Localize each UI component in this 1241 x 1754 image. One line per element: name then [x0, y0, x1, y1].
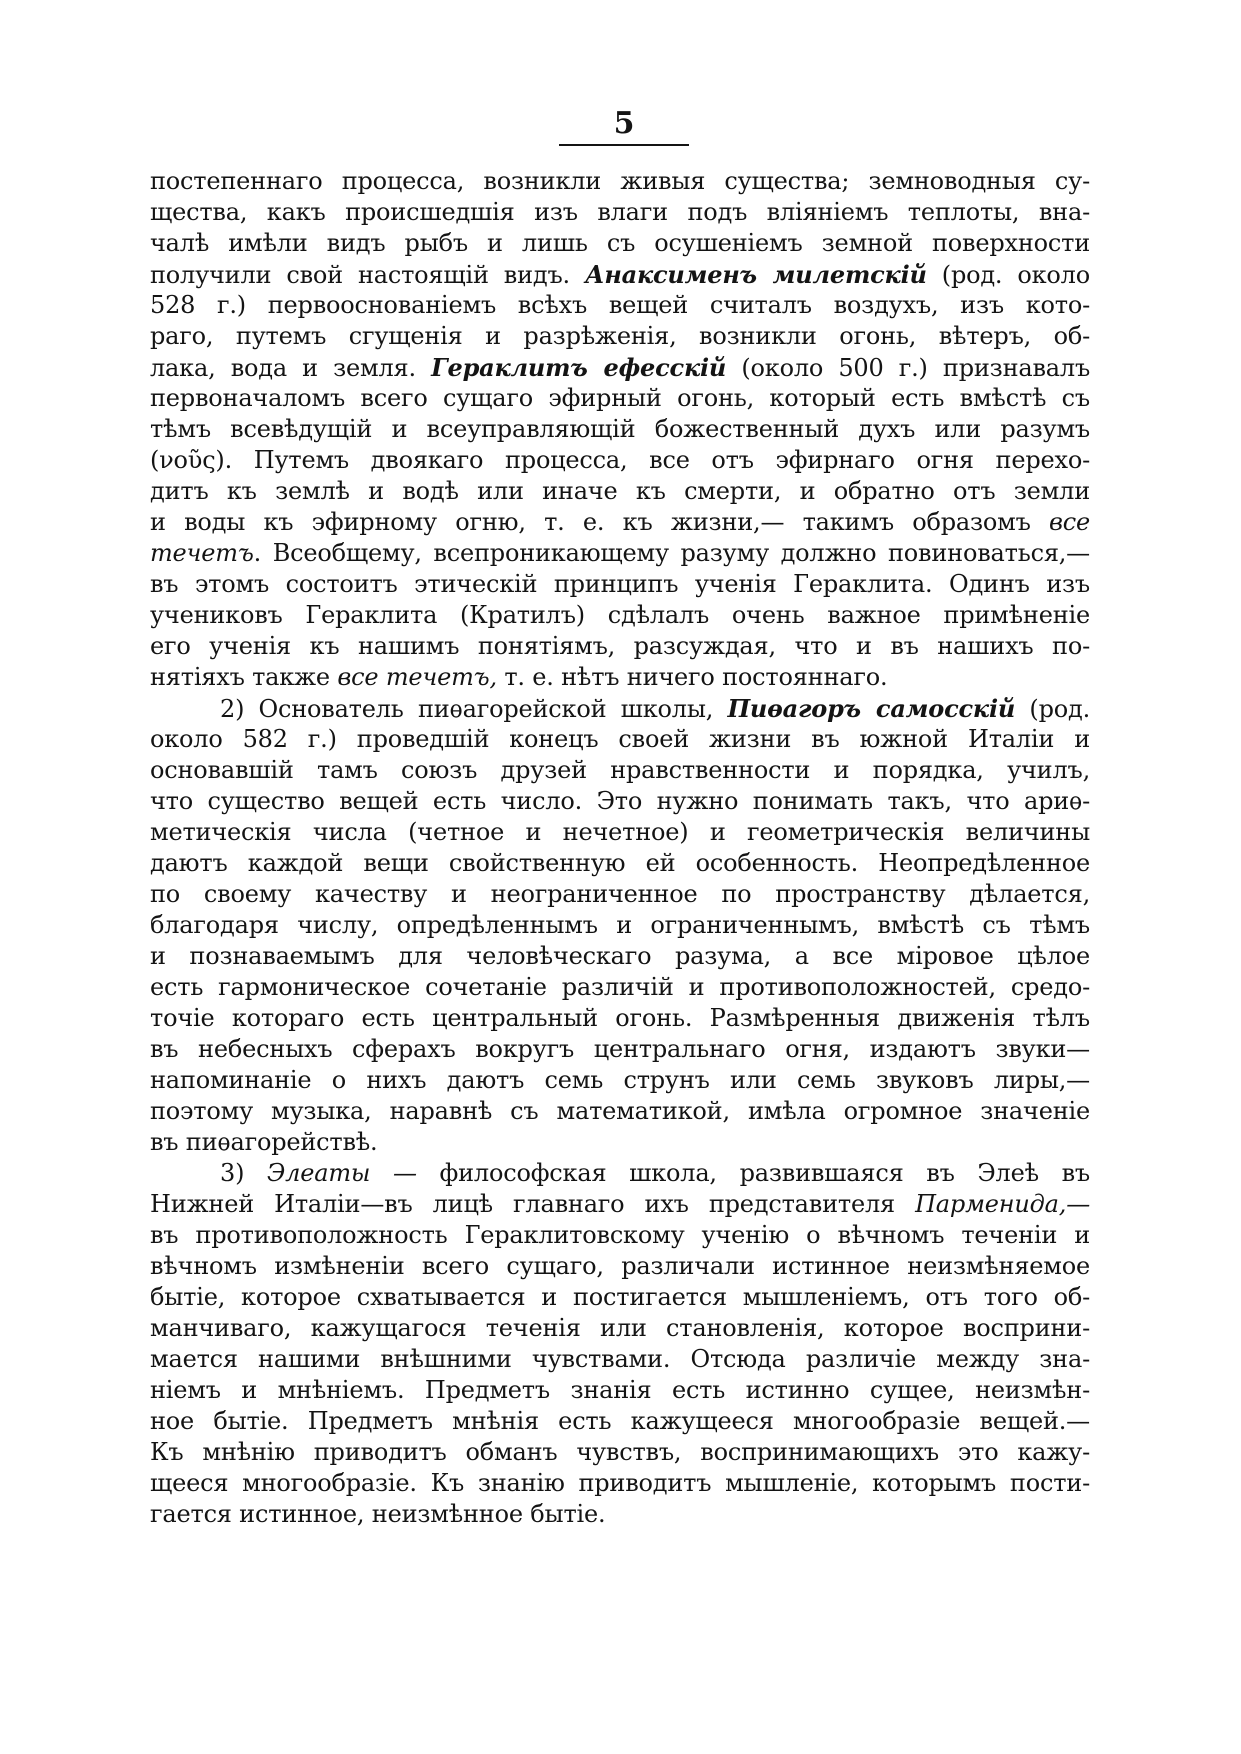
text-segment: тѣмъ всевѣдущій и всеуправляющій божественный духъ или разумъ: [150, 415, 1090, 443]
page-number: 5: [613, 106, 635, 141]
text-segment: вѣчномъ измѣненіи всего сущаго, различали истинное неизмѣняемое: [150, 1252, 1090, 1280]
text-line: [150, 197, 1090, 228]
text-line: [150, 1003, 1090, 1034]
text-segment: гается истинное, неизмѣнное бытіе.: [150, 1500, 606, 1528]
text-line: [150, 352, 1090, 383]
text-segment: мается нашими внѣшними чувствами. Отсюда различіе между зна-: [150, 1345, 1090, 1373]
text-segment: и воды къ эфирному огню, т. е. къ жизни,— такимъ образомъ: [150, 508, 1049, 536]
text-segment: Къ мнѣнію приводитъ обманъ чувствъ, воспринимающихъ это кажу-: [150, 1438, 1090, 1466]
body-text: [150, 166, 1090, 1530]
text-segment: по своему качеству и неограниченное по пространству дѣлается,: [150, 880, 1090, 908]
italic-phrase: течетъ: [150, 539, 254, 567]
text-line: [150, 321, 1090, 352]
text-line: [150, 414, 1090, 445]
text-line: [150, 879, 1090, 910]
text-segment: есть гармоническое сочетаніе различій и противоположностей, средо-: [150, 973, 1090, 1001]
text-line: [150, 1220, 1090, 1251]
text-segment: философская школа, развившаяся въ Элеѣ въ: [416, 1159, 1090, 1187]
text-line: [150, 1158, 1090, 1189]
text-line: [150, 538, 1090, 569]
text-line: [150, 910, 1090, 941]
text-line: [150, 1344, 1090, 1375]
text-segment: (около 500 г.) признавалъ: [726, 354, 1091, 382]
text-line: [150, 1406, 1090, 1437]
text-line: [150, 693, 1090, 724]
text-segment: раго, путемъ сгущенія и разрѣженія, возникли огонь, вѣтеръ, об-: [150, 322, 1090, 350]
text-segment: въ этомъ состоитъ этическій принципъ ученія Гераклита. Одинъ изъ: [150, 570, 1090, 598]
text-line: [150, 817, 1090, 848]
text-segment: чалѣ имѣли видъ рыбъ и лишь съ осушеніемъ земной поверхности: [150, 229, 1090, 257]
text-segment: (род. около: [926, 261, 1090, 289]
text-line: [150, 569, 1090, 600]
italic-phrase: Парменида,—: [915, 1190, 1090, 1218]
text-segment: (род.: [1015, 695, 1091, 723]
emphasized-name: Анаксименъ милетскій: [584, 260, 927, 289]
text-segment: метическія числа (четное и нечетное) и геометрическія величины: [150, 818, 1090, 846]
text-line: [150, 600, 1090, 631]
text-line: [150, 445, 1090, 476]
text-line: [150, 507, 1090, 538]
text-segment: щества, какъ происшедшія изъ влаги подъ вліяніемъ теплоты, вна-: [150, 198, 1090, 226]
text-line: [150, 972, 1090, 1003]
text-segment: учениковъ Гераклита (Кратилъ) сдѣлалъ очень важное примѣненіе: [150, 601, 1090, 629]
text-line: [150, 755, 1090, 786]
text-segment: даютъ каждой вещи свойственную ей особенность. Неопредѣленное: [150, 849, 1090, 877]
text-segment: первоначаломъ всего сущаго эфирный огонь, который есть вмѣстѣ съ: [150, 384, 1090, 412]
text-segment: нятіяхъ также: [150, 663, 338, 691]
text-segment: что существо вещей есть число. Это нужно понимать такъ, что ариѳ-: [150, 787, 1090, 815]
text-line: [150, 786, 1090, 817]
text-line: [150, 724, 1090, 755]
text-line: [150, 290, 1090, 321]
text-line: [150, 1034, 1090, 1065]
text-line: [150, 1375, 1090, 1406]
text-segment: въ противоположность Гераклитовскому ученію о вѣчномъ теченіи и: [150, 1221, 1090, 1249]
text-segment: ное бытіе. Предметъ мнѣнія есть кажущееся многообразіе вещей.—: [150, 1407, 1090, 1435]
text-line: [150, 476, 1090, 507]
text-line: [150, 662, 1090, 693]
text-segment: щееся многообразіе. Къ знанію приводитъ мышленіе, которымъ пости-: [150, 1469, 1090, 1497]
italic-phrase: Элеаты —: [266, 1159, 417, 1187]
emphasized-name: Гераклитъ ефесскій: [431, 353, 727, 382]
text-segment: постепеннаго процесса, возникли живыя существа; земноводныя су-: [150, 167, 1090, 195]
text-segment: (νοῦς). Путемъ двоякаго процесса, все отъ эфирнаго огня перехо-: [150, 446, 1090, 474]
text-line: [150, 1065, 1090, 1096]
text-segment: 2) Основатель пиѳагорейской школы,: [220, 695, 728, 723]
text-segment: лака, вода и земля.: [150, 354, 432, 382]
text-line: [150, 1189, 1090, 1220]
text-segment: основавшій тамъ союзъ друзей нравственности и порядка, училъ,: [150, 756, 1090, 784]
text-segment: ніемъ и мнѣніемъ. Предметъ знанія есть истинно сущее, неизмѣн-: [150, 1376, 1090, 1404]
text-segment: благодаря числу, опредѣленнымъ и ограниченнымъ, вмѣстѣ съ тѣмъ: [150, 911, 1090, 939]
text-segment: получили свой настоящій видъ.: [150, 261, 585, 289]
text-segment: т. е. нѣтъ ничего постояннаго.: [496, 663, 888, 691]
text-line: [150, 1468, 1090, 1499]
text-segment: въ пиѳагорействѣ.: [150, 1128, 378, 1156]
text-segment: бытіе, которое схватывается и постигается мышленіемъ, отъ того об-: [150, 1283, 1090, 1311]
text-line: [150, 1251, 1090, 1282]
text-line: [150, 1282, 1090, 1313]
text-segment: точіе котораго есть центральный огонь. Размѣренныя движенія тѣлъ: [150, 1004, 1090, 1032]
text-segment: и познаваемымъ для человѣческаго разума, а все міровое цѣлое: [150, 942, 1090, 970]
text-line: [150, 259, 1090, 290]
text-line: [150, 383, 1090, 414]
text-line: [150, 1127, 1090, 1158]
text-segment: 3): [220, 1159, 267, 1187]
page-number-rule: [559, 144, 689, 146]
italic-phrase: все: [1048, 508, 1090, 536]
text-segment: дитъ къ землѣ и водѣ или иначе къ смерти, и обратно отъ земли: [150, 477, 1090, 505]
text-segment: напоминаніе о нихъ даютъ семь струнъ или семь звуковъ лиры,—: [150, 1066, 1090, 1094]
text-segment: около 582 г.) проведшій конецъ своей жизни въ южной Италіи и: [150, 725, 1090, 753]
text-segment: . Всеобщему, всепроникающему разуму должно повиноваться,—: [253, 539, 1090, 567]
text-line: [150, 1437, 1090, 1468]
italic-phrase: все течетъ,: [337, 663, 497, 691]
text-segment: его ученія къ нашимъ понятіямъ, разсуждая, что и въ нашихъ по-: [150, 632, 1090, 660]
text-segment: 528 г.) первоосновaніемъ всѣхъ вещей считалъ воздухъ, изъ кото-: [150, 291, 1090, 319]
text-line: [150, 1096, 1090, 1127]
text-line: [150, 848, 1090, 879]
text-line: [150, 166, 1090, 197]
text-line: [150, 631, 1090, 662]
text-line: [150, 228, 1090, 259]
text-segment: Нижней Италіи—въ лицѣ главнаго ихъ представителя: [150, 1190, 916, 1218]
text-segment: въ небесныхъ сферахъ вокругъ центральнаго огня, издаютъ звуки—: [150, 1035, 1090, 1063]
text-line: [150, 1313, 1090, 1344]
text-segment: манчиваго, кажущагося теченія или становленія, которое восприни-: [150, 1314, 1090, 1342]
text-line: [150, 1499, 1090, 1530]
text-segment: поэтому музыка, наравнѣ съ математикой, имѣла огромное значеніе: [150, 1097, 1090, 1125]
emphasized-name: Пиѳагоръ самосскій: [727, 694, 1016, 723]
text-line: [150, 941, 1090, 972]
